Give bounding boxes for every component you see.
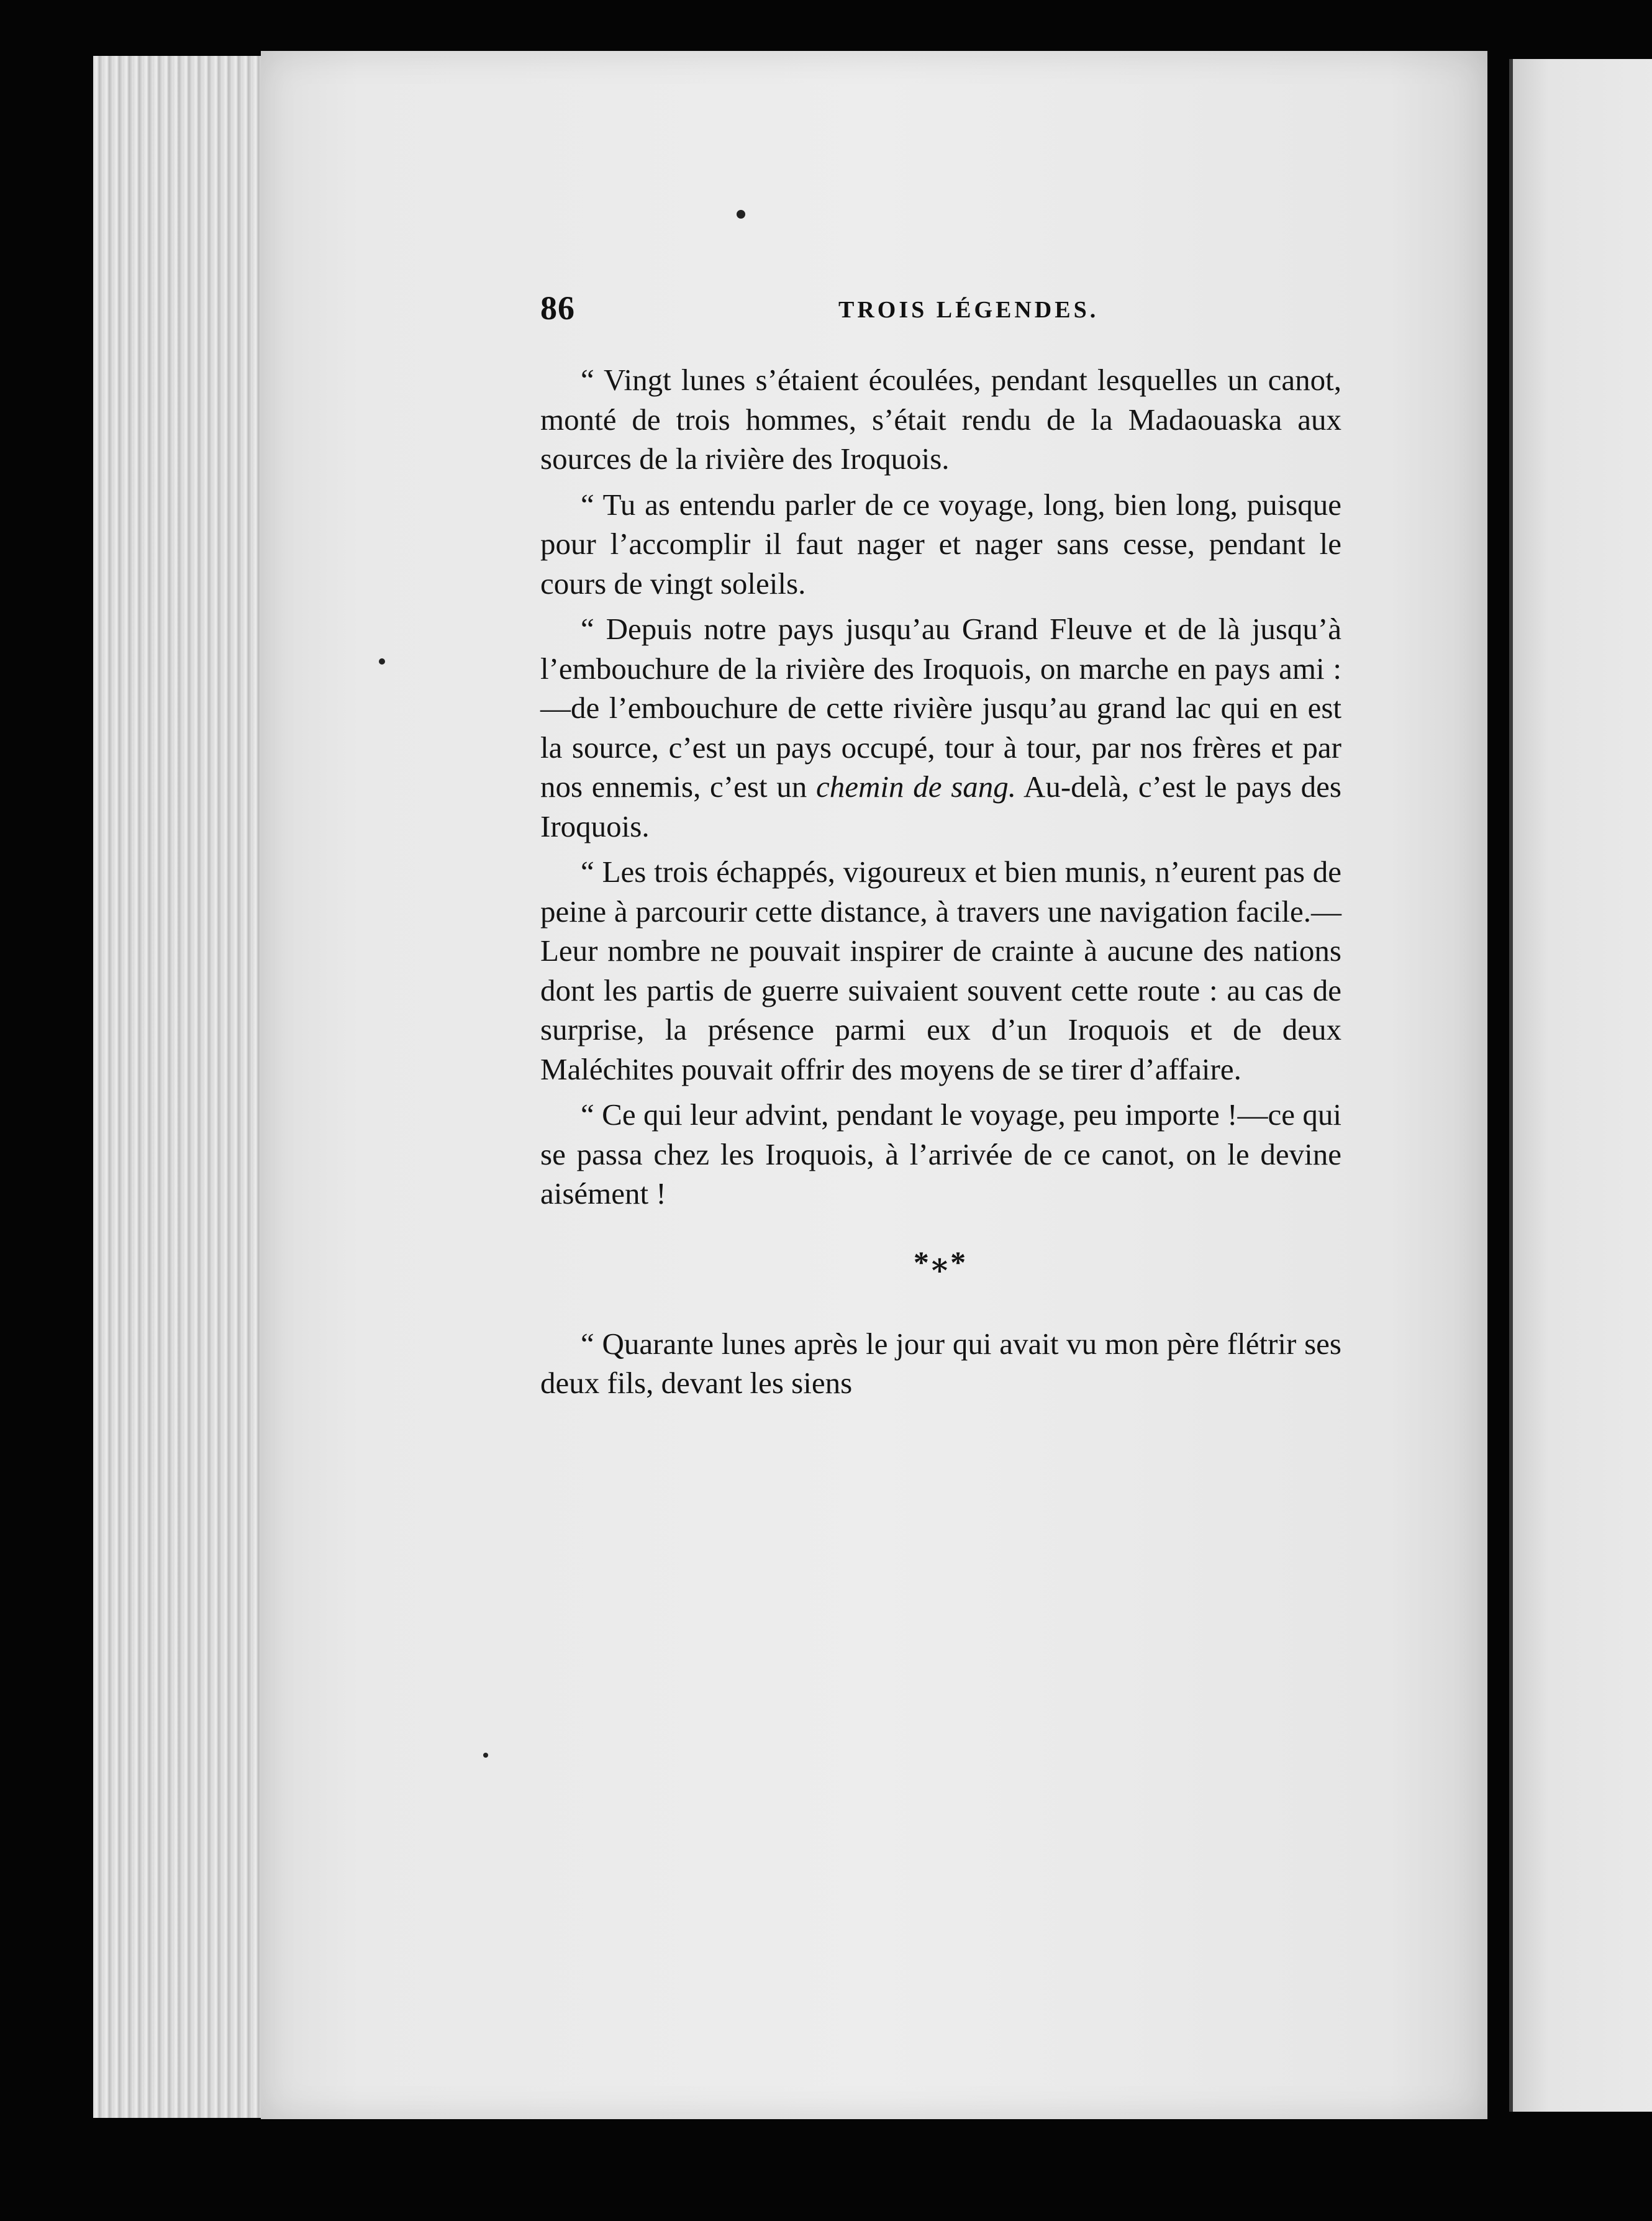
body-text [540, 360, 1341, 1409]
italic-phrase: chemin de sang. [816, 770, 1017, 804]
running-head [540, 289, 1341, 338]
paragraph-5: “ Ce qui leur advint, pendant le voyage, peu importe !—ce qui se passa chez les Iroquois, à l’arrivée de ce canot, on le devine aisément ! [540, 1097, 1341, 1210]
paragraph-3 [540, 609, 1341, 846]
paragraph-2: “ Tu as entendu parler de ce voyage, long, bien long, puisque pour l’accomplir il faut nager et nager sans cesse, pendant le cours de vingt soleils. [540, 487, 1341, 601]
paragraph-4: “ Les trois échappés, vigoureux et bien munis, n’eurent pas de peine à parcourir cette distance, à travers une navigation facile.—Leur nombre ne pouvait inspirer de crainte à aucune des nations dont les partis de guerre suivaient souvent cette route : au cas de surprise, la présence parmi eux d’un Iroquois et de deux Maléchites pouvait offrir des moyens de se tirer d’affaire. [540, 855, 1341, 1086]
scan-speck [379, 658, 385, 665]
paragraph-3-start: “ Depuis notre pays jusqu’au Grand Fleuve et de là jusqu’à l’embouchure de la rivière des Iroquois, on marche en pays ami :—de l’embouchure de cette rivière jusqu’au grand lac qui en est la source, c’est un pays occupé, tour à tour, par nos frères et par nos ennemis, c’est un [540, 612, 1341, 804]
page-number: 86 [540, 289, 575, 327]
scan-speck [737, 210, 745, 219]
facing-page-edge [1509, 59, 1652, 2112]
paragraph-3-end: Au-delà, c’est le pays des Iroquois. [540, 770, 1342, 843]
paragraph-6: “ Quarante lunes après le jour qui avait vu mon père flétrir ses deux fils, devant les siens [540, 1326, 1341, 1400]
paragraph-1: “ Vingt lunes s’étaient écoulées, pendant lesquelles un canot, monté de trois hommes, s’était rendu de la Madaouaska aux sources de la rivière des Iroquois. [540, 363, 1341, 476]
running-title: TROIS LÉGENDES. [838, 297, 1099, 323]
scan-speck [483, 1753, 488, 1758]
asterism-separator: *⁎* [913, 1244, 969, 1279]
